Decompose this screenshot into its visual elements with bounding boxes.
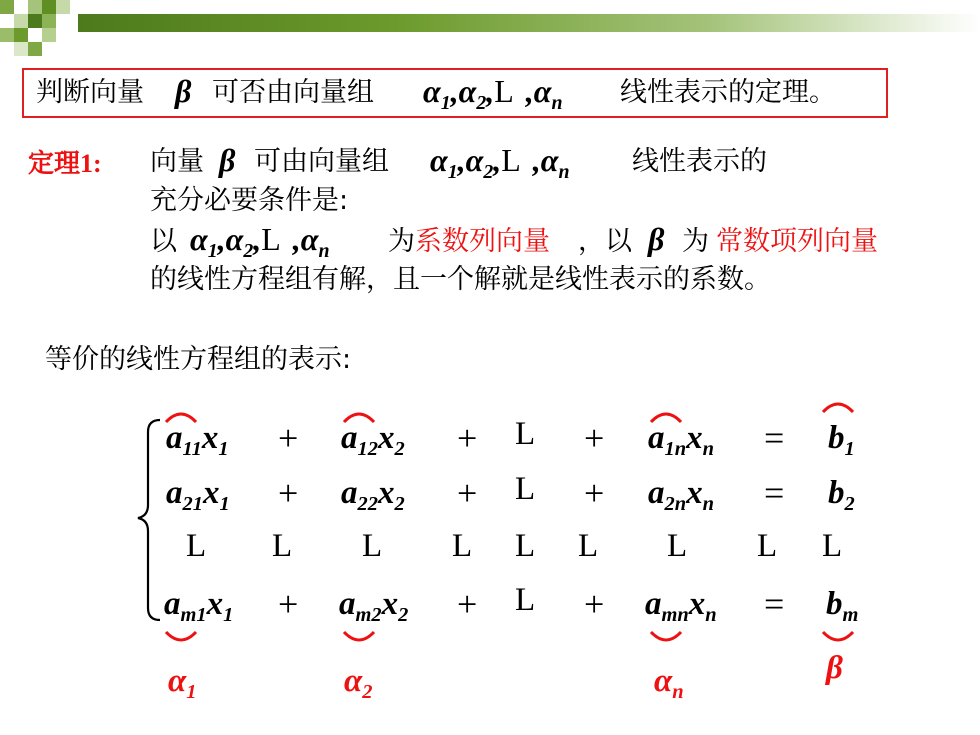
column-label-alpha1: $\alpha_1$ bbox=[168, 663, 197, 704]
theorem-coefficient-vectors: 系数列向量 bbox=[415, 226, 550, 257]
theorem-label: 定理1: bbox=[28, 149, 102, 178]
plus-sign: + bbox=[278, 584, 299, 624]
equals-sign: = bbox=[764, 473, 785, 513]
equivalent-system-heading: 等价的线性方程组的表示: bbox=[45, 344, 352, 375]
ellipsis-L: L bbox=[515, 528, 536, 564]
title-middle: 可否由向量组 bbox=[212, 77, 374, 108]
theorem-line1-suffix: 线性表示的 bbox=[632, 146, 767, 177]
term-b1: $b_1$ bbox=[828, 420, 855, 461]
theorem-line2: 充分必要条件是: bbox=[150, 185, 349, 216]
ellipsis-L: L bbox=[667, 528, 688, 564]
ellipsis-L: L bbox=[515, 471, 536, 507]
plus-sign: + bbox=[457, 418, 478, 458]
term-a21x1: $a_{21}x_1$ bbox=[166, 475, 230, 516]
term-am1x1: $a_{m1}x_1$ bbox=[164, 586, 234, 627]
ellipsis-L: L bbox=[757, 528, 778, 564]
ellipsis-L: L bbox=[822, 528, 843, 564]
paren-bottom-beta bbox=[823, 632, 853, 640]
ellipsis-L: L bbox=[515, 582, 536, 618]
plus-sign: + bbox=[457, 473, 478, 513]
theorem-line1-prefix: 向量 bbox=[150, 146, 204, 177]
theorem-line3-wei1: 为 bbox=[388, 226, 415, 257]
equals-sign: = bbox=[764, 584, 785, 624]
theorem-line3-vector-group: $\alpha_1,\alpha_2,L$ $,\alpha_n$ bbox=[190, 221, 330, 262]
plus-sign: + bbox=[278, 418, 299, 458]
term-bm: $b_m$ bbox=[826, 586, 859, 627]
term-a2nxn: $a_{2n}x_n$ bbox=[648, 475, 714, 516]
ellipsis-L: L bbox=[272, 528, 293, 564]
left-brace bbox=[138, 420, 160, 620]
theorem-line3-yi: ，以 bbox=[578, 226, 632, 257]
column-label-alpha2: $\alpha_2$ bbox=[344, 663, 373, 704]
term-a22x2: $a_{22}x_2$ bbox=[341, 475, 405, 516]
theorem-line1-middle: 可由向量组 bbox=[254, 146, 389, 177]
column-label-alphan: $\alpha_n$ bbox=[654, 663, 684, 704]
ellipsis-L: L bbox=[452, 528, 473, 564]
term-b2: $b_2$ bbox=[828, 475, 855, 516]
theorem-vector-group: $\alpha_1,\alpha_2,L$ $,\alpha_n$ bbox=[430, 142, 570, 183]
plus-sign: + bbox=[457, 584, 478, 624]
plus-sign: + bbox=[584, 473, 605, 513]
term-a1nxn: $a_{1n}x_n$ bbox=[648, 420, 714, 461]
term-a11x1: $a_{11}x_1$ bbox=[166, 420, 229, 461]
title-beta: β bbox=[175, 73, 192, 109]
term-amnxn: $a_{mn}x_n$ bbox=[645, 586, 717, 627]
theorem-beta: β bbox=[219, 142, 236, 178]
title-suffix: 线性表示的定理。 bbox=[620, 77, 836, 108]
theorem-line3-beta: β bbox=[648, 221, 665, 257]
paren-bottom-alphan bbox=[651, 632, 681, 640]
plus-sign: + bbox=[584, 418, 605, 458]
ellipsis-L: L bbox=[515, 416, 536, 452]
paren-top-beta bbox=[823, 404, 853, 412]
title-vector-group: $\alpha_1,\alpha_2,L$ $,\alpha_n$ bbox=[423, 73, 563, 114]
theorem-line3-wei2: 为 bbox=[682, 226, 709, 257]
title-prefix: 判断向量 bbox=[36, 77, 144, 108]
paren-bottom-alpha1 bbox=[166, 632, 196, 640]
term-am2x2: $a_{m2}x_2$ bbox=[339, 586, 409, 627]
plus-sign: + bbox=[584, 584, 605, 624]
ellipsis-L: L bbox=[578, 528, 599, 564]
term-a12x2: $a_{12}x_2$ bbox=[341, 420, 405, 461]
theorem-line4: 的线性方程组有解，且一个解就是线性表示的系数。 bbox=[150, 264, 771, 295]
theorem-constant-vector: 常数项列向量 bbox=[716, 226, 878, 257]
paren-bottom-alpha2 bbox=[344, 632, 374, 640]
equals-sign: = bbox=[764, 418, 785, 458]
plus-sign: + bbox=[278, 473, 299, 513]
column-label-beta: β bbox=[826, 650, 843, 686]
ellipsis-L: L bbox=[362, 528, 383, 564]
ellipsis-L: L bbox=[186, 528, 207, 564]
theorem-line3-prefix: 以 bbox=[150, 226, 177, 257]
